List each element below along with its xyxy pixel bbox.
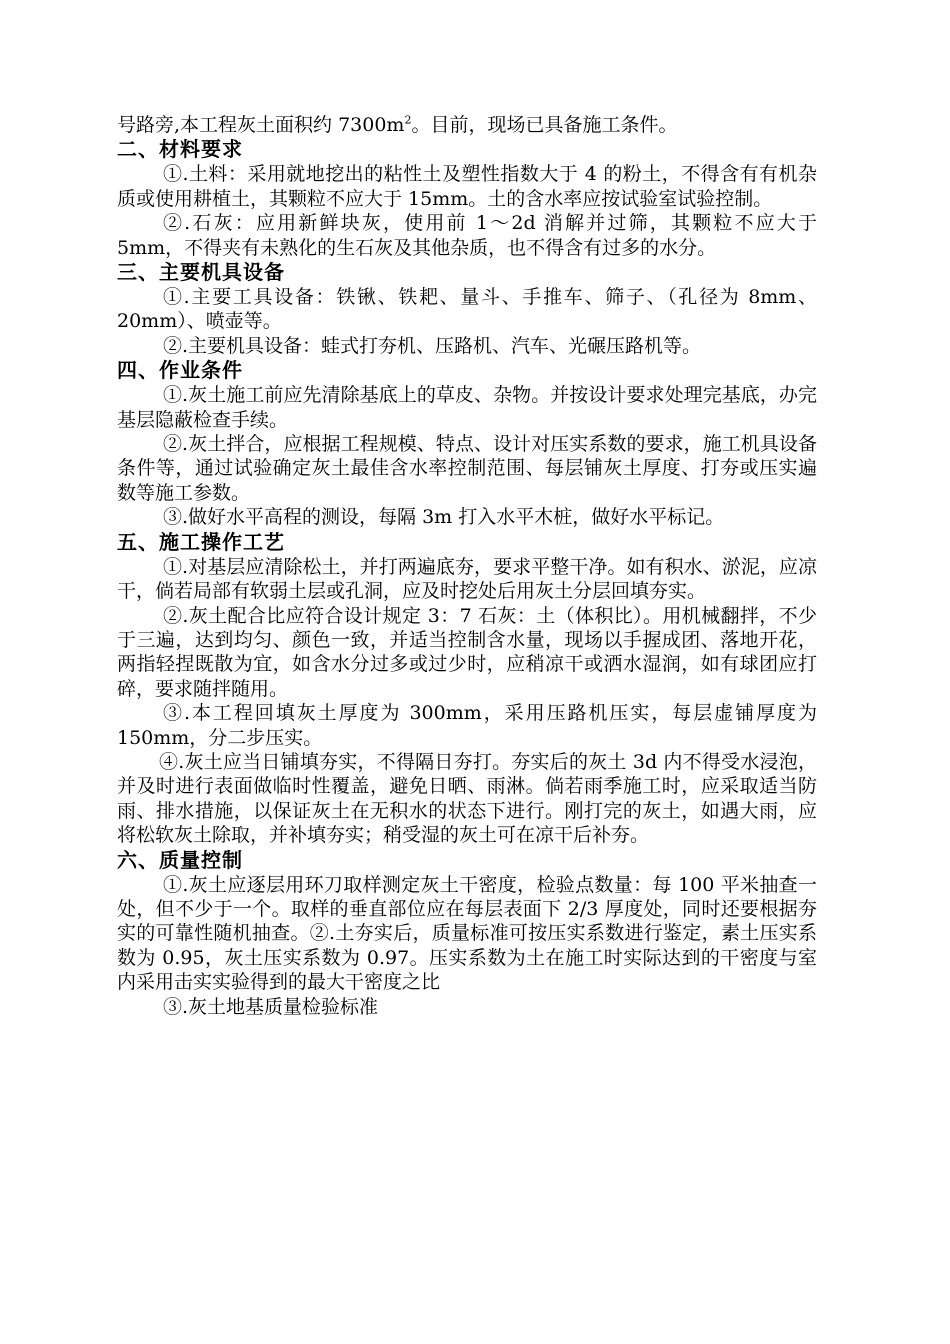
paragraph: ③.做好水平高程的测设，每隔 3m 打入水平木桩，做好水平标记。	[163, 506, 725, 529]
paragraph: ①.对基层应清除松土，并打两遍底夯，要求平整干净。如有积水、淤泥，应凉干，倘若局部有软弱土层或孔洞，应及时挖处后用灰土分层回填夯实。	[117, 555, 817, 603]
paragraph: ①.灰土施工前应先清除基底上的草皮、杂物。并按设计要求处理完基底，办完基层隐蔽检查手续。	[117, 384, 817, 431]
section-process	[117, 530, 817, 848]
intro-text: 号路旁,本工程灰土面积约 7300m	[117, 114, 405, 136]
document-page	[117, 113, 817, 1019]
paragraph: ②.灰土配合比应符合设计规定 3：7 石灰：土（体积比）。用机械翻拌，不少于三遍，达到均匀、颜色一致，并适当控制含水量，现场以手握成团、落地开花，两指轻捏既散为宜，如含水分过多或过少时，应稍凉干或洒水湿润，如有球团应打碎，要求随拌随用。	[117, 604, 817, 700]
section-conditions	[117, 358, 817, 529]
paragraph: ②.石灰：应用新鲜块灰，使用前 1～2d 消解并过筛，其颗粒不应大于 5mm，不得夹有未熟化的生石灰及其他杂质，也不得含有过多的水分。	[117, 212, 817, 259]
paragraph: ①.土料：采用就地挖出的粘性土及塑性指数大于 4 的粉土，不得含有有机杂质或使用耕植土，其颗粒不应大于 15mm。土的含水率应按试验室试验控制。	[117, 163, 817, 210]
paragraph: ①.灰土应逐层用环刀取样测定灰土干密度，检验点数量：每 100 平米抽查一处，但不少于一个。取样的垂直部位应在每层表面下 2/3 厚度处，同时还要根据夯实的可靠性随机抽查。②.土夯实后，质量标准可按压实系数进行鉴定，素土压实系数为 0.95，灰土压实系数为 0.97。压实系数为土在施工时实际达到的干密度与室内采用击实实验得到的最大干密度之比	[117, 873, 817, 994]
section-heading: 二、材料要求	[117, 137, 243, 162]
section-equipment	[117, 260, 817, 358]
intro-text-end: 。目前，现场已具备施工条件。	[411, 114, 678, 136]
section-heading: 三、主要机具设备	[117, 260, 285, 285]
section-heading: 五、施工操作工艺	[117, 529, 285, 554]
paragraph: ③.本工程回填灰土厚度为 300mm，采用压路机压实，每层虚铺厚度为 150mm，分二步压实。	[117, 702, 817, 749]
section-heading: 六、质量控制	[117, 847, 243, 872]
paragraph: ②.灰土拌合，应根据工程规模、特点、设计对压实系数的要求，施工机具设备条件等，通过试验确定灰土最佳含水率控制范围、每层铺灰土厚度、打夯或压实遍数等施工参数。	[117, 433, 817, 504]
paragraph: ③.灰土地基质量检验标准	[163, 995, 379, 1018]
section-quality	[117, 848, 817, 1019]
paragraph: ④.灰土应当日铺填夯实，不得隔日夯打。夯实后的灰土 3d 内不得受水浸泡，并及时进行表面做临时性覆盖，避免日晒、雨淋。倘若雨季施工时，应采取适当防雨、排水措施，以保证灰土在无积水的状态下进行。刚打完的灰土，如遇大雨，应将松软灰土除取，并补填夯实；稍受湿的灰土可在凉干后补夯。	[117, 750, 817, 847]
intro-paragraph	[117, 113, 817, 137]
paragraph: ②.主要机具设备：蛙式打夯机、压路机、汽车、光碾压路机等。	[163, 334, 702, 357]
section-materials	[117, 137, 817, 260]
superscript: 2	[404, 113, 412, 127]
section-heading: 四、作业条件	[117, 358, 243, 383]
paragraph: ①.主要工具设备：铁锹、铁耙、量斗、手推车、筛子、（孔径为 8mm、20mm）、喷壶等。	[117, 286, 817, 333]
